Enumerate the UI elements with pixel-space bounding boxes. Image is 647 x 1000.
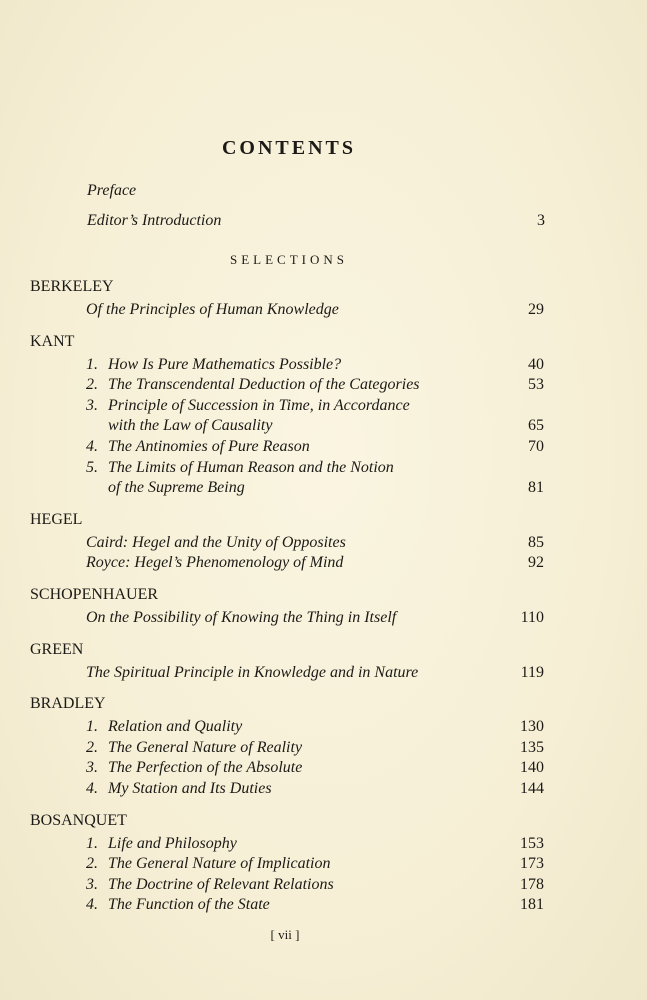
entry-page-number: 181 (520, 896, 544, 914)
entry-page-number: 40 (528, 355, 544, 373)
entry-page-number: 29 (528, 301, 544, 318)
toc-entry (30, 300, 544, 321)
entry-title: Caird: Hegel and the Unity of Opposites (86, 533, 346, 551)
toc-entry (30, 758, 544, 779)
toc-entry (30, 553, 544, 574)
page-title: CONTENTS (221, 137, 357, 159)
entry-title-block (30, 738, 494, 759)
entry-number: 1. (86, 718, 98, 736)
toc-entry (30, 895, 544, 916)
entry-number: 3. (86, 396, 98, 414)
toc-entry (30, 608, 544, 629)
front-matter-title-introduction: Editor’s Introduction (87, 212, 222, 229)
toc-entry (30, 738, 544, 759)
front-matter-page-introduction: 3 (537, 212, 545, 229)
toc-entry (30, 717, 544, 738)
author-heading: BERKELEY (30, 278, 114, 295)
entry-page-number: 110 (520, 608, 544, 626)
entry-page-number: 173 (520, 855, 544, 873)
entry-number: 1. (86, 834, 98, 852)
selections-heading: SELECTIONS (230, 252, 348, 267)
toc-entry (30, 663, 544, 684)
entry-title: Relation and Quality (108, 718, 243, 736)
entry-title-block (30, 608, 494, 629)
entry-title: The Perfection of the Absolute (108, 759, 303, 777)
entry-title-block (30, 396, 494, 437)
entry-title-block (30, 834, 494, 855)
toc-entry (30, 875, 544, 896)
table-of-contents (30, 276, 544, 926)
page-folio: [ vii ] (270, 927, 300, 942)
toc-entry (30, 375, 544, 396)
entry-number: 3. (86, 875, 98, 893)
entry-title-block (30, 717, 494, 738)
entry-title: My Station and Its Duties (108, 779, 272, 797)
toc-section-schopenhauer (30, 584, 544, 629)
entry-title-block (30, 533, 494, 554)
entry-title: The General Nature of Reality (108, 738, 303, 756)
entry-page-number: 144 (520, 779, 544, 797)
entry-page-number: 140 (520, 759, 544, 777)
entry-number: 5. (86, 458, 98, 476)
entry-page-number: 153 (520, 834, 544, 852)
author-heading: HEGEL (30, 510, 83, 528)
entry-title-continuation: with the Law of Causality (108, 417, 273, 435)
entry-title-block (30, 875, 494, 896)
toc-section-green (30, 639, 544, 684)
toc-entry (30, 396, 544, 437)
entry-page-number: 85 (528, 533, 544, 551)
entry-number: 1. (86, 355, 98, 373)
entry-title: Life and Philosophy (108, 834, 237, 852)
entry-title: The Limits of Human Reason and the Notion (108, 458, 394, 476)
toc-entry (30, 533, 544, 554)
toc-entry (30, 854, 544, 875)
entry-title-block (30, 895, 494, 916)
entry-title: Royce: Hegel’s Phenomenology of Mind (86, 554, 344, 572)
entry-title: The Function of the State (108, 896, 270, 914)
entry-page-number: 81 (528, 479, 544, 497)
toc-section-kant (30, 331, 544, 499)
entry-number: 4. (86, 896, 98, 914)
toc-entry (30, 834, 544, 855)
author-heading: BOSANQUET (30, 811, 127, 829)
entry-title: Of the Principles of Human Knowledge (86, 301, 339, 318)
entry-page-number: 53 (528, 376, 544, 394)
front-matter-title-preface: Preface (87, 182, 137, 199)
entry-title-block (30, 663, 494, 684)
entry-title: On the Possibility of Knowing the Thing in Itself (86, 608, 397, 626)
entry-page-number: 65 (528, 417, 544, 435)
entry-number: 4. (86, 437, 98, 455)
entry-title-block (30, 300, 494, 321)
entry-title-block (30, 779, 494, 800)
toc-entry (30, 437, 544, 458)
toc-entry (30, 779, 544, 800)
entry-title-block (30, 854, 494, 875)
entry-number: 4. (86, 779, 98, 797)
entry-number: 2. (86, 855, 98, 873)
author-heading: SCHOPENHAUER (30, 585, 159, 603)
author-heading: GREEN (30, 640, 84, 658)
entry-title-block (30, 458, 494, 499)
entry-title-block (30, 375, 494, 396)
author-heading: KANT (30, 332, 75, 350)
entry-title-block (30, 758, 494, 779)
entry-page-number: 92 (528, 554, 544, 572)
entry-page-number: 178 (520, 875, 544, 893)
entry-title: The Transcendental Deduction of the Categories (108, 376, 420, 394)
entry-page-number: 135 (520, 738, 544, 756)
entry-page-number: 119 (520, 663, 544, 681)
entry-title-block (30, 553, 494, 574)
entry-title-continuation: of the Supreme Being (108, 479, 245, 497)
entry-title: The Antinomies of Pure Reason (108, 437, 310, 455)
toc-section-bradley (30, 693, 544, 799)
toc-entry (30, 355, 544, 376)
entry-page-number: 70 (528, 437, 544, 455)
toc-section-hegel (30, 509, 544, 574)
entry-title-block (30, 437, 494, 458)
toc-entry (30, 458, 544, 499)
entry-title: The General Nature of Implication (108, 855, 331, 873)
entry-title: Principle of Succession in Time, in Accordance (108, 396, 410, 414)
entry-title-block (30, 355, 494, 376)
toc-section-bosanquet (30, 810, 544, 916)
entry-number: 3. (86, 759, 98, 777)
entry-title: The Spiritual Principle in Knowledge and in Nature (86, 663, 419, 681)
entry-number: 2. (86, 738, 98, 756)
entry-number: 2. (86, 376, 98, 394)
entry-page-number: 130 (520, 718, 544, 736)
entry-title: How Is Pure Mathematics Possible? (108, 355, 342, 373)
toc-section-berkeley (30, 276, 544, 321)
entry-title: The Doctrine of Relevant Relations (108, 875, 334, 893)
author-heading: BRADLEY (30, 695, 106, 713)
